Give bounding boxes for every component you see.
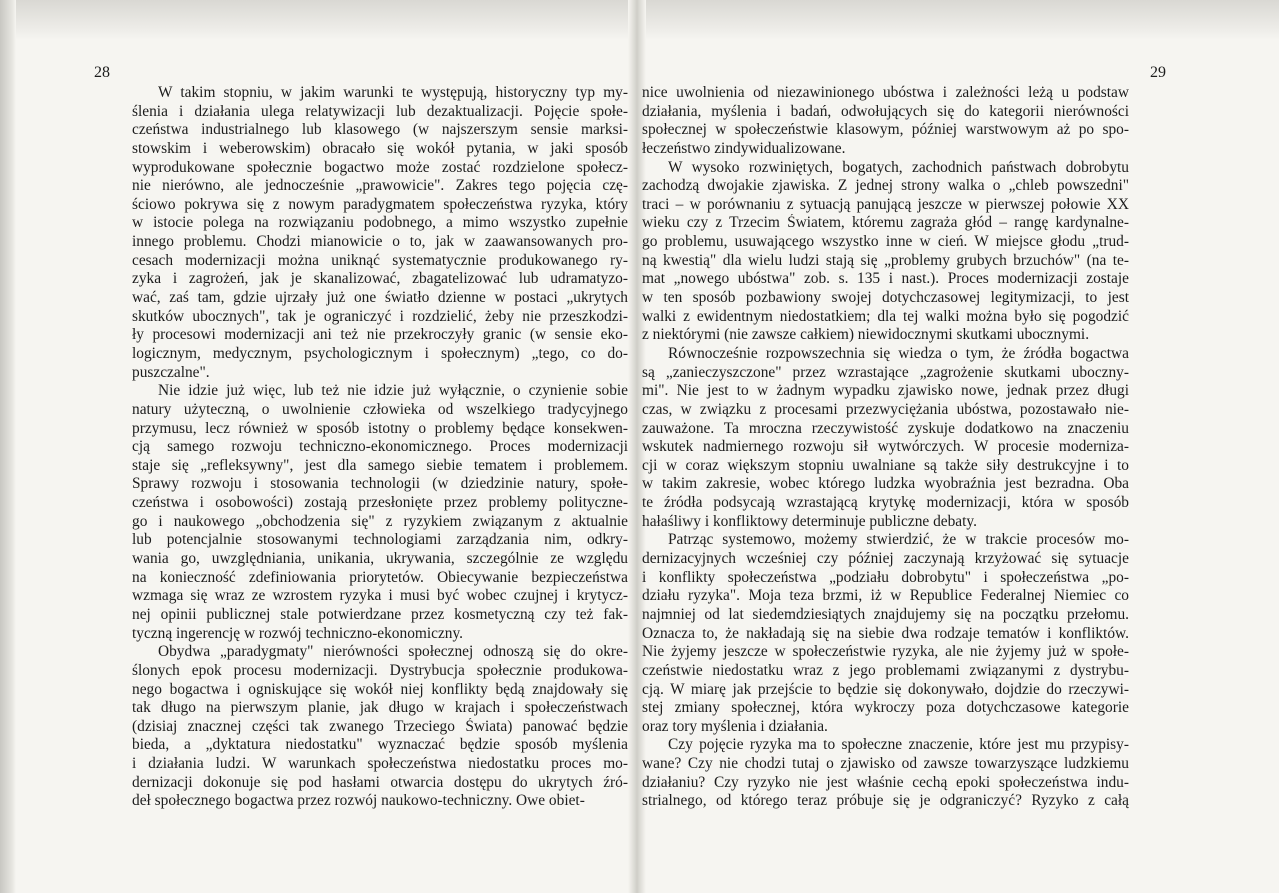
paragraph — [642, 84, 1129, 159]
text-line: Oznacza to, że nakładają się na siebie dwa rodzaje tematów i konfliktów. — [642, 624, 1129, 642]
text-line: tyczną ingerencję w rozwój techniczno-ekonomiczny. — [132, 624, 464, 642]
text-line: w istocie polega na rozwiązaniu podobnego, a mimo wszystko zupełnie — [132, 214, 628, 232]
text-line: społecznej w społeczeństwie klasowym, później warstwowym aż po spo- — [642, 121, 1129, 139]
text-line: wskutek nadmiernego rozwoju sił wytwórczych. W procesie moderniza- — [642, 438, 1129, 456]
text-line: go problemu, usuwającego wszystko inne w cień. W miejsce głodu „trud- — [642, 233, 1129, 251]
paragraph — [642, 531, 1129, 736]
text-line: przymusu, lecz również w sposób istotny o problemy będące konsekwen- — [132, 419, 628, 437]
text-line: i działania ludzi. W warunkach społeczeństwa niedostatku proces mo- — [132, 755, 628, 773]
text-line: cji w coraz większym stopniu uwalniane są także siły destrukcyjne i to — [642, 456, 1129, 474]
text-line: deł społecznego bogactwa przez rozwój naukowo-techniczny. Owe obiet- — [132, 792, 585, 810]
text-line: czeństwa i osobowości) zostają przesłonięte przez problemy polityczne- — [132, 494, 628, 512]
right-page-number: 29 — [1150, 64, 1166, 81]
paragraph — [642, 736, 1129, 811]
paragraph — [132, 382, 628, 643]
paragraph — [132, 84, 628, 382]
text-line: mi". Nie jest to w żadnym wypadku zjawisko nowe, jednak przez długi — [642, 382, 1129, 400]
text-line: łeczeństwo zindywidualizowane. — [642, 139, 846, 157]
left-page-text — [132, 84, 628, 811]
text-line: czeństwie niedostatku wraz z jego problemami związanymi z dystrybu- — [642, 661, 1129, 679]
text-line: W wysoko rozwiniętych, bogatych, zachodnich państwach dobrobytu — [668, 158, 1129, 176]
text-line: hałaśliwy i konfliktowy determinuje publiczne debaty. — [642, 512, 977, 530]
text-line: zauważone. Ta mroczna rzeczywistość zyskuje dodatkowo na znaczeniu — [642, 419, 1129, 437]
text-line: oraz tory myślenia i działania. — [642, 717, 828, 735]
text-line: czas, w związku z procesami przezwyciężania ubóstwa, pozostawało nie- — [642, 400, 1129, 418]
text-line: wać, zaś tam, gdzie ujrzały już one światło dzienne w postaci „ukrytych — [132, 289, 628, 307]
text-line: Równocześnie rozpowszechnia się wiedza o tym, że źródła bogactwa — [668, 344, 1129, 362]
text-line: są „zanieczyszczone" przez wzrastające „zagrożenie skutkami uboczny- — [642, 363, 1129, 381]
text-line: czeństwa industrialnego lub klasowego (w najszerszym sensie marksi- — [132, 121, 628, 139]
scan-shadow-left — [0, 0, 16, 893]
text-line: te źródła podsycają wzrastającą krytykę modernizacji, która w sposób — [642, 494, 1129, 512]
text-line: traci – w porównaniu z sytuacją panującą jeszcze w pierwszej połowie XX — [642, 195, 1129, 213]
text-line: Patrząc systemowo, możemy stwierdzić, że w trakcie procesów mo- — [668, 531, 1129, 549]
text-line: wzmaga się wraz ze wzrostem ryzyka i musi być wobec czujnej i krytycz- — [132, 587, 628, 605]
text-line: ną kwestią" dla wielu ludzi stają się „problemy grubych brzuchów" (na te- — [642, 251, 1129, 269]
text-line: walki z ewidentnym niedostatkiem; dla tej walki można było się pogodzić — [642, 307, 1129, 325]
paragraph — [642, 345, 1129, 531]
text-line: ślenia i działania ulega relatywizacji lub dezaktualizacji. Pojęcie społe- — [132, 102, 628, 120]
text-line: go i naukowego „obchodzenia się" z ryzykiem związanym z aktualnie — [132, 512, 628, 530]
text-line: nej opinii publicznej stale potwierdzane przez kosmetyczną czy też fak- — [132, 605, 628, 623]
right-page-text — [642, 84, 1129, 811]
text-line: w takim zakresie, wobec którego ludzka wyobraźnia jest bezradna. Oba — [642, 475, 1129, 493]
text-line: ściowo pokrywa się z nowym paradygmatem społeczeństwa ryzyka, który — [132, 195, 628, 213]
text-line: wane? Czy nie chodzi tutaj o zjawisko od zawsze towarzyszące ludzkiemu — [642, 755, 1129, 773]
paragraph — [132, 643, 628, 811]
text-line: puszczalne". — [132, 363, 210, 381]
text-line: dernizacyjnych wcześniej czy później zaczynają krzyżować się sytuacje — [642, 550, 1129, 568]
text-line: zyka i zagrożeń, jak je skanalizować, zbagatelizować lub udramatyzo- — [132, 270, 628, 288]
text-line: w ten sposób pozbawiony swojej dotychczasowej legitymizacji, to jest — [642, 289, 1129, 307]
text-line: cesach modernizacji można uniknąć systematycznie produkowanego ry- — [132, 251, 628, 269]
text-line: ły procesowi modernizacji ani też nie przekroczyły granic (w sensie eko- — [132, 326, 628, 344]
text-line: lub potencjalnie stosowanymi technologiami zarządzania nim, odkry- — [132, 531, 628, 549]
text-line: z niektórymi (nie zawsze całkiem) niewidocznymi skutkami ubocznymi. — [642, 326, 1090, 344]
text-line: Nie żyjemy jeszcze w społeczeństwie ryzyka, ale nie żyjemy już w społe- — [642, 643, 1129, 661]
text-line: działaniu? Czy ryzyko nie jest właśnie cechą epoki społeczeństwa indu- — [642, 773, 1129, 791]
text-line: działu ryzyka". Moja teza brzmi, iż w Republice Federalnej Niemiec co — [642, 587, 1129, 605]
text-line: logicznym, medycznym, psychologicznym i społecznym) „tego, co do- — [132, 344, 628, 362]
text-line: strialnego, od którego teraz próbuje się je odgraniczyć? Ryzyko z całą — [642, 792, 1129, 810]
left-page-number: 28 — [94, 64, 110, 81]
text-line: Obydwa „paradygmaty" nierówności społecznej odnoszą się do okre- — [158, 643, 628, 661]
text-line: Nie idzie już więc, lub też nie idzie już wyłącznie, o czynienie sobie — [158, 382, 628, 400]
text-line: cją. W miarę jak przejście to będzie się dokonywało, dojdzie do rzeczywi- — [642, 680, 1129, 698]
text-line: zachodzą dwojakie zjawiska. Z jednej strony walka o „chleb powszedni" — [642, 177, 1129, 195]
text-line: bieda, a „dyktatura niedostatku" wyznaczać będzie sposób myślenia — [132, 736, 628, 754]
text-line: stej zmiany społecznej, która wykroczy poza dotychczasowe kategorie — [642, 699, 1129, 717]
text-line: wyprodukowane społecznie bogactwo może zostać rozdzielone społecz- — [132, 158, 628, 176]
text-line: tak długo na pierwszym planie, jak długo w krajach i społeczeństwach — [132, 699, 628, 717]
text-line: W takim stopniu, w jakim warunki te występują, historyczny typ my- — [158, 84, 628, 101]
text-line: Czy pojęcie ryzyka ma to społeczne znaczenie, które jest mu przypisy- — [668, 736, 1129, 754]
text-line: Sprawy rozwoju i stosowania technologii (w dziedzinie natury, społe- — [132, 475, 628, 493]
text-line: natury użyteczną, o uwolnienie człowieka od wszelkiego tradycyjnego — [132, 400, 628, 418]
text-line: wieku czy z Trzecim Światem, któremu zagraża głód – rangę kardynalne- — [642, 214, 1129, 232]
text-line: wania go, uwzględniania, unikania, ukrywania, szczególnie ze względu — [132, 550, 628, 568]
text-line: działania, myślenia i badań, odwołujących się do kategorii nierówności — [642, 102, 1129, 120]
text-line: nice uwolnienia od niezawinionego ubóstwa i zależności leżą u podstaw — [642, 84, 1129, 101]
text-line: dernizacji dokonuje się pod hasłami otwarcia dostępu do ukrytych źró- — [132, 773, 628, 791]
text-line: staje się „refleksywny", jest dla samego siebie tematem i problemem. — [132, 456, 628, 474]
text-line: i konflikty społeczeństwa „podziału dobrobytu" i społeczeństwa „po- — [642, 568, 1129, 586]
text-line: innego problemu. Chodzi mianowicie o to, jak w zaawansowanych pro- — [132, 233, 628, 251]
text-line: na konieczność zdefiniowania priorytetów. Obiecywanie bezpieczeństwa — [132, 568, 628, 586]
paragraph — [642, 159, 1129, 345]
text-line: nie nierówno, ale jednocześnie „prawowicie". Zakres tego pojęcia czę- — [132, 177, 628, 195]
text-line: skutków ubocznych", tak je ograniczyć i rozdzielić, żeby nie przeszkodzi- — [132, 307, 628, 325]
text-line: stowskim i weberowskim) obracało się wokół pytania, w jaki sposób — [132, 139, 628, 157]
text-line: ślonych epok procesu modernizacji. Dystrybucja społecznie produkowa- — [132, 661, 628, 679]
text-line: cją samego rozwoju techniczno-ekonomicznego. Proces modernizacji — [132, 438, 628, 456]
text-line: (dzisiaj znacznej części tak zwanego Trzeciego Świata) panować będzie — [132, 717, 628, 735]
text-line: mat „nowego ubóstwa" zob. s. 135 i nast.). Proces modernizacji zostaje — [642, 270, 1129, 288]
text-line: najmniej od lat siedemdziesiątych znajdujemy się na początku przełomu. — [642, 605, 1129, 623]
text-line: nego bogactwa i ogniskujące się wokół niej konflikty będą znajdowały się — [132, 680, 628, 698]
